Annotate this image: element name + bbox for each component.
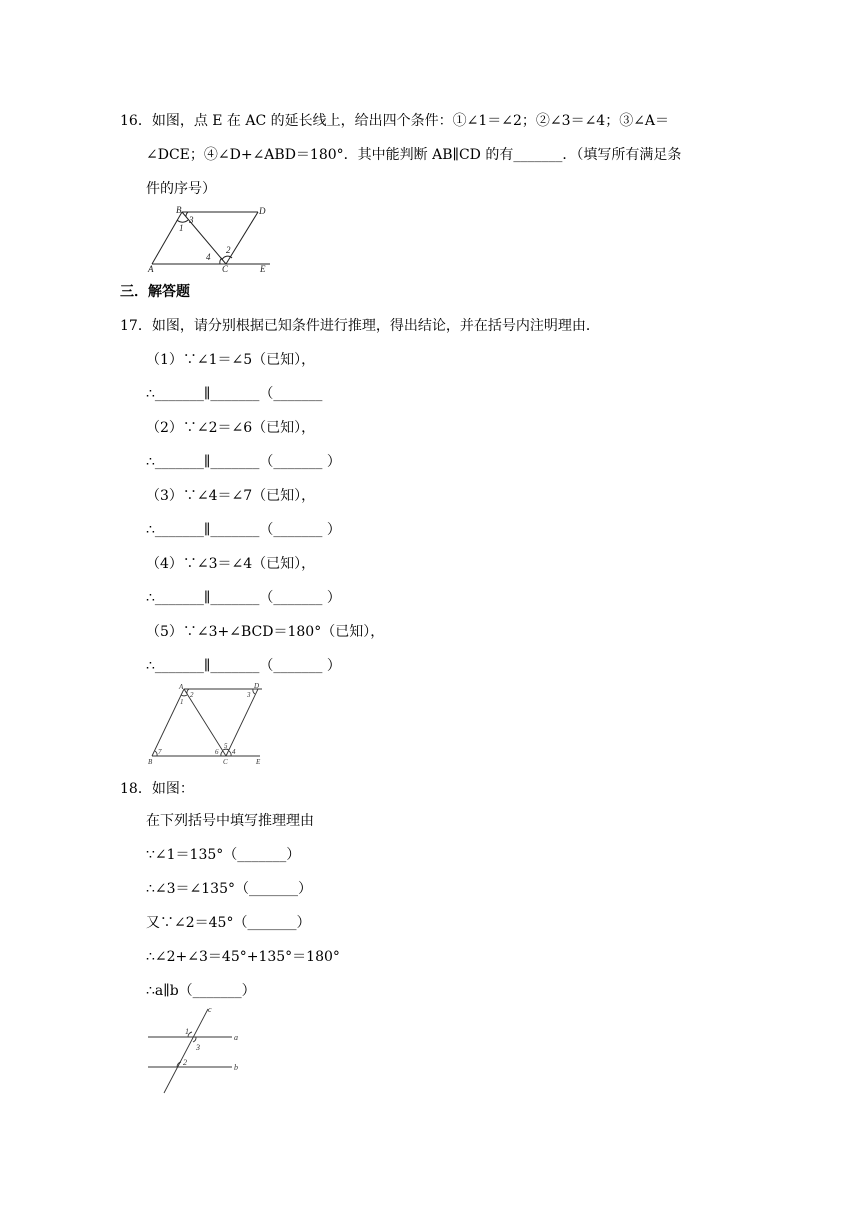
q17-arc7 — [155, 751, 157, 756]
q18-label-c: c — [208, 1005, 212, 1014]
q16-arc2 — [222, 256, 232, 260]
q16-line3: 件的序号） — [146, 181, 216, 197]
q17-label-4: 4 — [232, 748, 236, 756]
q17-step4-given: （4）∵∠3＝∠4（已知）， — [146, 556, 316, 572]
q16-label-e: E — [260, 264, 266, 274]
q18-line2: ∵∠1＝135°（_______） — [146, 847, 301, 863]
q18-line5: ∴∠2+∠3＝45°+135°＝180° — [146, 949, 340, 965]
q17-label-6: 6 — [215, 748, 219, 756]
q17-arc2 — [187, 689, 189, 694]
q17-intro: 17．如图，请分别根据已知条件进行推理，得出结论，并在括号内注明理由． — [120, 318, 600, 334]
q16-label-4: 4 — [206, 252, 211, 262]
q17-label-1: 1 — [180, 698, 184, 706]
q17-step1-conclude: ∴_______∥_______（_______ — [146, 386, 323, 402]
q16-label-1: 1 — [179, 223, 184, 233]
q17-label-e: E — [256, 758, 261, 766]
q17-label-3: 3 — [247, 691, 251, 699]
q17-line-cd — [226, 689, 258, 756]
q16-line-cd — [226, 212, 258, 264]
q16-line1: 16．如图，点 E 在 AC 的延长线上，给出四个条件：①∠1＝∠2；②∠3＝∠4；③∠A＝ — [120, 113, 670, 129]
q18-figure — [146, 1005, 246, 1095]
q17-arc4 — [229, 751, 231, 756]
q18-label-2: 2 — [183, 1058, 187, 1067]
q17-label-d: D — [254, 682, 260, 690]
q17-step2-given: （2）∵∠2＝∠6（已知）， — [146, 420, 316, 436]
q18-line1: 在下列括号中填写推理理由 — [146, 813, 314, 829]
q17-line-ac — [184, 689, 226, 756]
q18-line3: ∴∠3＝∠135°（_______） — [146, 881, 312, 897]
q18-line-c — [164, 1009, 208, 1093]
q17-figure — [146, 681, 266, 767]
q16-label-d: D — [259, 206, 266, 216]
q16-label-a: A — [148, 264, 154, 274]
q17-arc6 — [221, 751, 223, 756]
q16-arc1 — [177, 220, 188, 222]
q18-label-1: 1 — [185, 1027, 189, 1036]
q17-step5-conclude: ∴_______∥_______（_______ ） — [146, 658, 341, 674]
q18-intro: 18．如图： — [120, 781, 194, 797]
q17-step5-given: （5）∵∠3+∠BCD＝180°（已知）， — [146, 624, 385, 640]
q17-step1-given: （1）∵∠1＝∠5（已知）， — [146, 352, 316, 368]
q18-arc3 — [193, 1037, 196, 1042]
q16-label-3: 3 — [189, 215, 194, 225]
q17-label-b: B — [148, 758, 153, 766]
q18-label-a: a — [234, 1033, 238, 1042]
q16-label-2: 2 — [226, 245, 231, 255]
q17-label-a: A — [179, 683, 184, 691]
q17-label-c: C — [223, 758, 228, 766]
q17-step3-conclude: ∴_______∥_______（_______ ） — [146, 522, 341, 538]
q18-label-3: 3 — [196, 1043, 200, 1052]
q17-label-2: 2 — [190, 691, 194, 699]
q18-label-b: b — [234, 1063, 238, 1072]
q18-line6: ∴a∥b（_______） — [146, 983, 256, 999]
q16-arc3 — [186, 212, 188, 217]
q17-step4-conclude: ∴_______∥_______（_______ ） — [146, 590, 341, 606]
q17-step2-conclude: ∴_______∥_______（_______ ） — [146, 454, 341, 470]
q17-label-5: 5 — [224, 742, 228, 750]
q16-label-b: B — [176, 205, 182, 215]
q17-label-7: 7 — [158, 748, 162, 756]
q17-arc1 — [181, 695, 187, 696]
q16-label-c: C — [222, 264, 229, 274]
q17-step3-given: （3）∵∠4＝∠7（已知）， — [146, 488, 316, 504]
q18-line4: 又∵∠2＝45°（_______） — [146, 915, 311, 931]
q16-line2: ∠DCE；④∠D+∠ABD＝180°．其中能判断 AB∥CD 的有_______．（填写所有满足条 — [146, 147, 682, 163]
section-heading: 三．解答题 — [120, 284, 190, 300]
q16-figure — [146, 204, 276, 274]
